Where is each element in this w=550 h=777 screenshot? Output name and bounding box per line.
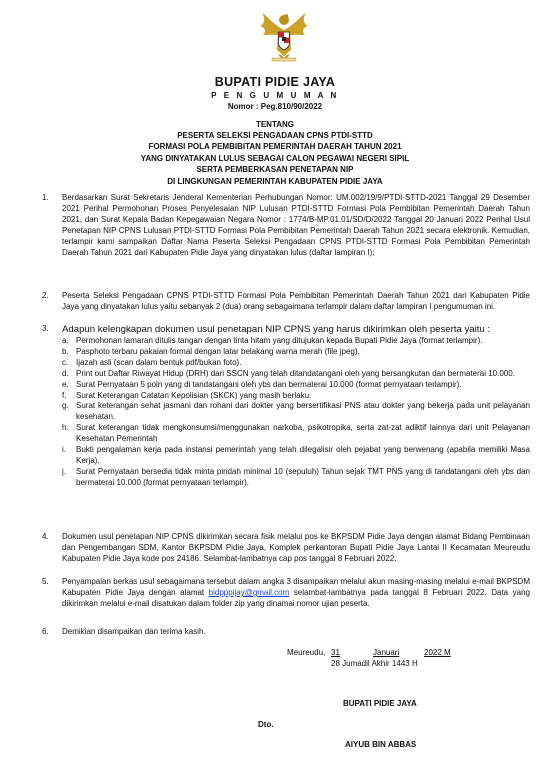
sub-text: Ijazah asli (scan dalam bentuk pdf/bukan foto). <box>76 357 242 367</box>
sub-item <box>62 445 530 467</box>
document-type: P E N G U M U M A N <box>211 91 339 100</box>
subject-line-1: PESERTA SELEKSI PENGADAAN CPNS PTDI-STTD <box>177 131 373 140</box>
signature-year: 2022 M <box>424 648 451 657</box>
item-text: Demikian disampaikan dan terima kasih. <box>62 627 206 636</box>
sub-letter: g. <box>62 401 69 411</box>
item-text: selambat-lambatnya pada tanggal 8 Februari 2022. Data yang dikirimkan melalui e-mail disatukan dalam folder zip yang dinamai nomor ujian peserta. <box>62 587 530 608</box>
sub-text: Pasphoto terbaru pakaian formal dengan latar belakang warna merah (file jpeg). <box>76 346 360 356</box>
page-title: BUPATI PIDIE JAYA <box>214 75 336 89</box>
list-item <box>42 627 530 638</box>
item-number: 4. <box>42 532 49 541</box>
sub-text: Surat Pernyataan 5 poin yang di tandatangani oleh ybs dan bermaterai 10.000 (format pernyataan terlampir). <box>76 379 462 389</box>
sub-letter: h. <box>62 423 69 433</box>
item-text: Berdasarkan Surat Sekretaris Jenderal Kementerian Perhubungan Nomor: UM.002/19/9/PTDI-STTD-2021 Tanggal 29 Desember 2021 Perihal Permohonan Proses Penyelesaian NIP Lulusan PTDI-STTD Formasi Pola Pembibitan Pemerintah Daerah Tahun 2021, dan Surat Kepala Badan Kepegawaian Negara Nomor : 1774/B-MP.01.01/SD/D/2022 Tanggal 20 Januari 2022 Perihal Usul Penetapan NIP CPNS Lulusan PTDI-STTD Formasi Pola Pembibitan Pemerintah Daerah Tahun 2021 secara elektronik. Kemudian, terlampir kami sampaikan Daftar Nama Peserta Seleksi Pengadaan CPNS PTDI-STTD Formasi Pola Pembibitan Pemerintah Daerah Tahun 2021 dari Kabupaten Pidie Jaya yang dinyatakan lulus (daftar lampiran I); <box>62 193 530 257</box>
item-intro: Adapun kelengkapan dokumen usul penetapan NIP CPNS yang harus dikirimkan oleh peserta yaitu : <box>62 324 491 335</box>
sub-letter: b. <box>62 346 69 356</box>
subject-line-5: DI LINGKUNGAN PEMERINTAH KABUPATEN PIDIE JAYA <box>167 177 383 186</box>
sub-item <box>62 423 530 445</box>
sub-item <box>62 336 530 347</box>
sub-text: Permohonan lamaran ditulis tangan dengan tinta hitam yang ditujukan kepada Bupati Pidie Jaya (format terlampir). <box>76 336 483 345</box>
sub-text: Surat keterangan sehat jasmani dan rohani dari dokter yang bersertifikasi PNS atau dokter yang bekerja pada unit pelayanan kesehatan. <box>76 401 530 422</box>
item-number: 1. <box>42 193 49 202</box>
subject-heading: TENTANG <box>255 120 295 129</box>
signature-place: Meureudu, <box>287 648 326 657</box>
list-item <box>42 324 530 489</box>
signature-name: AIYUB BIN ABBAS <box>345 740 417 749</box>
document-number: Nomor : Peg.810/90/2022 <box>227 102 323 111</box>
sub-item <box>62 347 530 358</box>
sub-letter: c. <box>62 357 69 367</box>
sub-text: Surat keterangan tidak mengkonsumsi/menggunakan narkoba, psikotropika, serta zat-zat adiktif lainnya dari unit Pelayanan Kesehatan Pemerintah <box>76 423 530 444</box>
sub-text: Bukti pengalaman kerja pada instansi pemerintah yang telah dilegalisir oleh pejabat yang berwenang (apabila memiliki Masa Kerja). <box>76 445 530 465</box>
subject-line-4: SERTA PEMBERKASAN PENETAPAN NIP <box>196 165 354 174</box>
sub-text: Surat Pernyataan bersedia tidak minta pindah minimal 10 (sepuluh) Tahun sejak TMT PNS yang di tandatangani oleh ybs dan bermaterai 10.000 (format pernyataan terlampir). <box>76 466 530 487</box>
list-item <box>42 577 530 610</box>
sub-item <box>62 358 530 369</box>
email-link[interactable]: bidpppijay@gmail.com <box>208 587 290 597</box>
sub-item <box>62 369 530 380</box>
item-number: 3. <box>42 324 49 333</box>
list-item <box>42 193 530 258</box>
subject-line-2: FORMASI POLA PEMBIBITAN PEMERINTAH DAERAH TAHUN 2021 <box>148 142 402 151</box>
signature-office: BUPATI PIDIE JAYA <box>343 699 417 708</box>
signature-month: Januari <box>373 648 400 657</box>
sub-letter: e. <box>62 379 69 389</box>
subject-line-3: YANG DINYATAKAN LULUS SEBAGAI CALON PEGAWAI NEGERI SIPIL <box>140 154 410 163</box>
item-number: 5. <box>42 577 49 586</box>
list-item <box>42 532 530 565</box>
sub-letter: i. <box>62 445 66 455</box>
garuda-pancasila-emblem-icon <box>258 8 310 66</box>
item-text: Dokumen usul penetapan NIP CPNS dikirimkan secara fisik melalui pos ke BKPSDM Pidie Jaya dengan alamat Bidang Pembinaan dan Pengembangan SDM, Kantor BKPSDM Pidie Jaya, Komplek perkantoran Bupati Pidie Jaya Lantai II Kecamatan Meureudu Kabupaten Pidie Jaya kode pos 24186. Selambat-lambatnya cap pos tanggal 8 Februari 2022. <box>62 532 530 563</box>
signature-day: 31 <box>331 648 340 657</box>
signature-hijri-date: 28 Jumadil Akhir 1443 H <box>331 659 418 668</box>
list-item <box>42 291 530 313</box>
sub-item <box>62 401 530 423</box>
item-text: Penyampaian berkas usul sebagaimana tersebut dalam angka 3 disampaikan melalui akun masing-masing melalui e-mail BKPSDM Kabupaten Pidie Jaya dengan alamat <box>62 577 530 597</box>
sub-letter: a. <box>62 336 69 345</box>
item-number: 2. <box>42 291 49 300</box>
sub-text: Surat Keterangan Catatan Kepolisian (SKCK) yang masih berlaku. <box>76 390 312 400</box>
item-text: Peserta Seleksi Pengadaan CPNS PTDI-STTD Formasi Pola Pembibitan Pemerintah Daerah Tahun 2021 dari Kabupaten Pidie Jaya yang dinyatakan lulus yaitu sebanyak 2 (dua) orang sebagaimana terlampir dalam daftar lampiran I pengumuman ini. <box>62 291 530 311</box>
item-number: 6. <box>42 627 49 636</box>
signature-dto: Dto. <box>258 720 274 729</box>
sub-letter: j. <box>62 466 66 476</box>
sub-letter: d. <box>62 368 69 378</box>
sub-item <box>62 380 530 391</box>
sub-text: Print out Daftar Riwayat Hidup (DRH) dari SSCN yang telah ditandatangani oleh yang bersangkutan dan bermaterai 10.000. <box>76 368 515 378</box>
sub-item <box>62 467 530 489</box>
sub-letter: f. <box>62 390 67 400</box>
sub-item <box>62 391 530 402</box>
